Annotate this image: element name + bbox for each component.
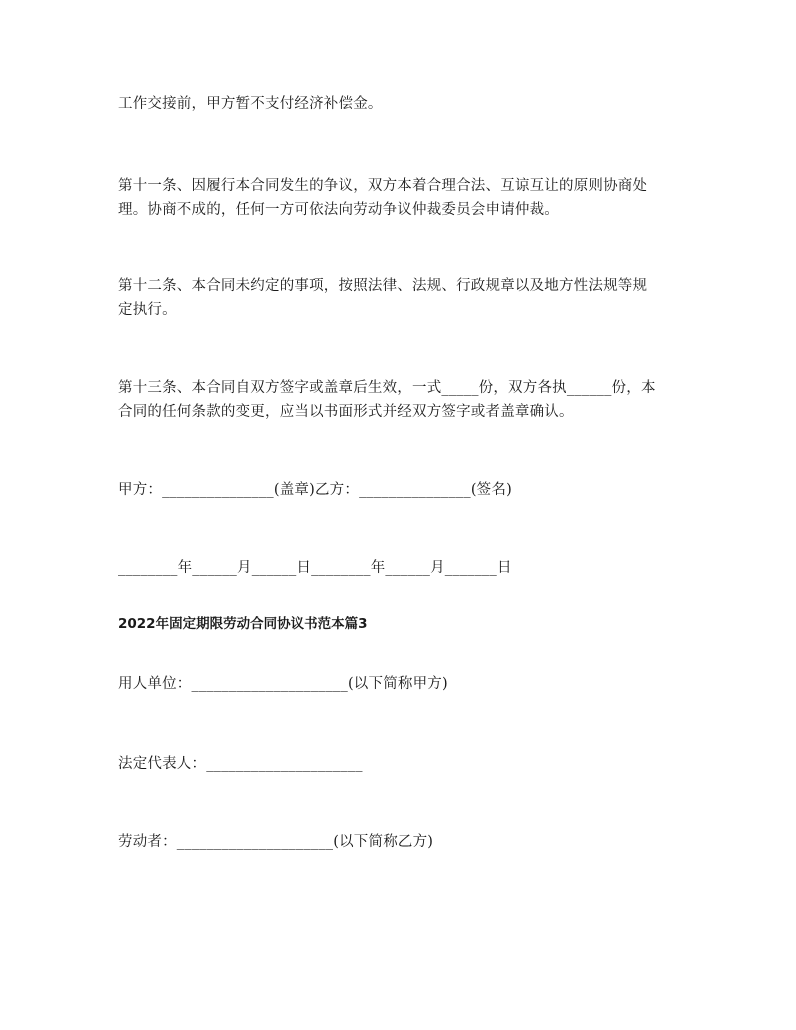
signature-line: 甲方：_______________(盖章)乙方：_______________(签名)	[118, 482, 512, 498]
date-line: ________年______月______日________年______月_______日	[118, 560, 512, 576]
employer-field: 用人单位：_____________________(以下简称甲方)	[118, 676, 448, 692]
section-heading: 2022年固定期限劳动合同协议书范本篇3	[118, 616, 368, 632]
legal-representative-field: 法定代表人：_____________________	[118, 756, 363, 772]
paragraph-line: 工作交接前，甲方暂不支付经济补偿金。	[118, 96, 383, 112]
paragraph-line: 第十三条、本合同自双方签字或盖章后生效，一式_____份，双方各执______份，本	[118, 380, 656, 396]
paragraph-line: 理。协商不成的，任何一方可依法向劳动争议仲裁委员会申请仲裁。	[118, 202, 559, 218]
paragraph-line: 定执行。	[118, 302, 177, 318]
paragraph-line: 合同的任何条款的变更，应当以书面形式并经双方签字或者盖章确认。	[118, 404, 574, 420]
paragraph-line: 第十二条、本合同未约定的事项，按照法律、法规、行政规章以及地方性法规等规	[118, 278, 648, 294]
worker-field: 劳动者：_____________________(以下简称乙方)	[118, 834, 434, 850]
paragraph-line: 第十一条、因履行本合同发生的争议，双方本着合理合法、互谅互让的原则协商处	[118, 178, 648, 194]
